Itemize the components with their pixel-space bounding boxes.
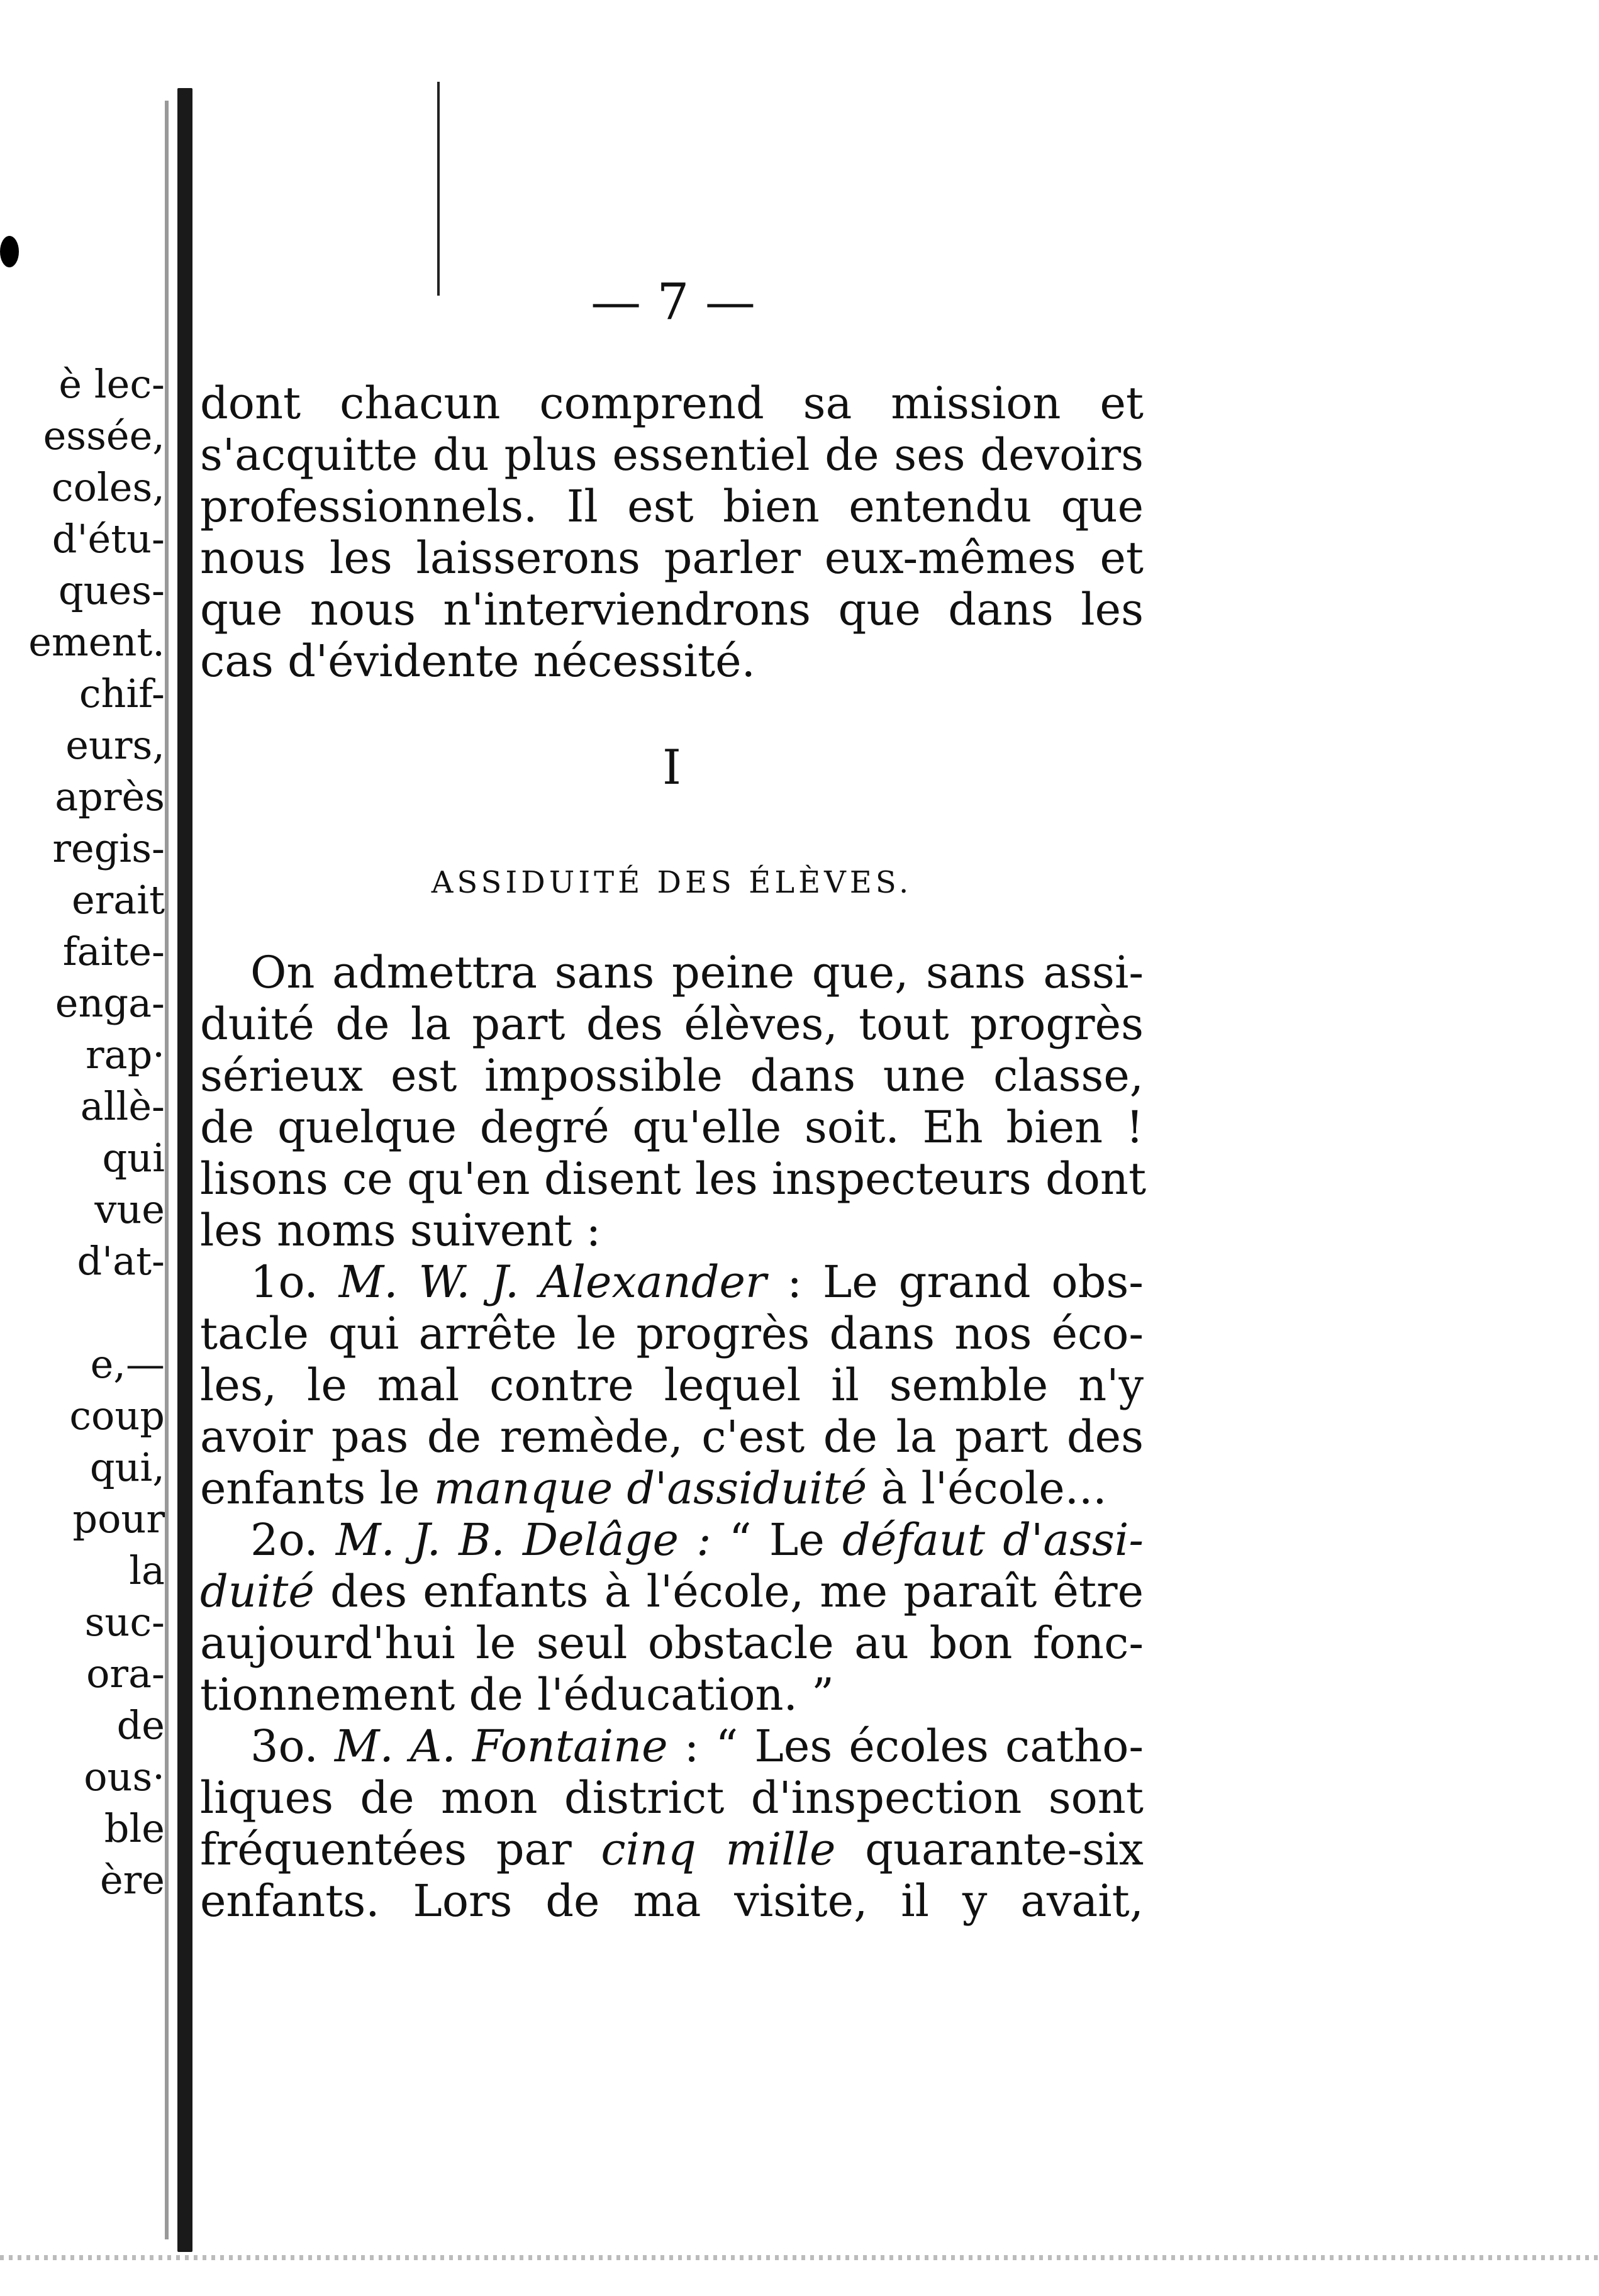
left-fragment: d'étu- bbox=[52, 516, 165, 562]
left-fragment: d'at- bbox=[77, 1238, 165, 1284]
left-fragment: e,— bbox=[90, 1341, 165, 1387]
ink-blot bbox=[0, 236, 19, 267]
left-fragment: ement. bbox=[28, 619, 165, 665]
left-fragment: eurs, bbox=[65, 722, 165, 768]
left-fragment: enga- bbox=[55, 980, 165, 1026]
intro-line: s'acquitte du plus essentiel de ses devoirs bbox=[200, 429, 1144, 481]
left-fragment: regis- bbox=[52, 825, 165, 871]
left-fragment: ère bbox=[99, 1857, 165, 1903]
intro-line: professionnels. Il est bien entendu que bbox=[200, 481, 1144, 532]
emphasis: manque d'assiduité bbox=[433, 1463, 867, 1514]
left-fragment: ora- bbox=[86, 1651, 165, 1697]
item-number: 3o. bbox=[250, 1720, 318, 1772]
para1-line: lisons ce qu'en disent les inspecteurs dont bbox=[200, 1153, 1147, 1205]
para1-line: de quelque degré qu'elle soit. Eh bien ! bbox=[200, 1101, 1144, 1153]
item-number: 1o. bbox=[250, 1256, 318, 1308]
binding-edge bbox=[177, 88, 192, 2252]
item-number: 2o. bbox=[250, 1514, 318, 1566]
left-fragment: rap· bbox=[86, 1032, 165, 1078]
left-fragment: qui bbox=[102, 1135, 165, 1181]
emphasis: duité bbox=[200, 1566, 315, 1617]
left-fragment: après bbox=[55, 774, 165, 820]
intro-line: cas d'évidente nécessité. bbox=[200, 635, 755, 687]
left-fragment: chif- bbox=[79, 671, 165, 716]
item-1: 1o. M. W. J. Alexander : Le grand obs- tacle qui arrête le progrès dans nos éco- les, le mal contre lequel il semble n'y avoir pas de remède, c'est de la part des bbox=[200, 1256, 1144, 1463]
para1-line: les noms suivent : bbox=[200, 1205, 601, 1256]
left-fragment: coup bbox=[69, 1393, 165, 1439]
intro-paragraph bbox=[200, 377, 1144, 687]
intro-line: nous les laisserons parler eux-mêmes et bbox=[200, 532, 1144, 584]
left-fragment: essée, bbox=[43, 413, 165, 459]
left-fragment: faite- bbox=[62, 928, 165, 974]
left-fragment: suc- bbox=[84, 1599, 165, 1645]
left-fragment: la bbox=[129, 1547, 165, 1593]
left-fragment: ous· bbox=[84, 1754, 165, 1800]
left-fragment: è lec- bbox=[58, 361, 165, 407]
page-number: — 7 — bbox=[591, 272, 755, 331]
left-fragment: coles, bbox=[51, 464, 165, 510]
emphasis: défaut d'assi- bbox=[842, 1514, 1144, 1566]
left-fragment: qui, bbox=[89, 1444, 165, 1490]
binding-shadow bbox=[165, 101, 169, 2239]
intro-line: que nous n'interviendrons que dans les bbox=[200, 584, 1144, 635]
para1-line: On admettra sans peine que, sans assi- bbox=[250, 947, 1144, 998]
para1-line: sérieux est impossible dans une classe, bbox=[200, 1050, 1144, 1101]
inspector-name: M. W. J. Alexander bbox=[338, 1256, 767, 1308]
left-fragment: erait bbox=[71, 877, 165, 923]
left-fragment bbox=[0, 1287, 165, 1339]
left-page-fragments bbox=[0, 359, 165, 1906]
bottom-page-edge bbox=[0, 2255, 1599, 2260]
item-3: 3o. M. A. Fontaine : “ Les écoles catho- liques de mon district d'inspection sont fréquentées par cinq mille quarante-six enfants. Lors de ma visite, il y avait, bbox=[200, 1720, 1144, 1927]
inspector-name: M. J. B. Delâge : bbox=[335, 1514, 711, 1566]
top-margin-mark bbox=[437, 82, 440, 296]
left-fragment: ques- bbox=[58, 567, 165, 613]
left-fragment: vue bbox=[94, 1186, 165, 1232]
left-fragment: allè- bbox=[80, 1083, 165, 1129]
section-title: ASSIDUITÉ DES ÉLÈVES. bbox=[431, 865, 913, 900]
para1-line: duité de la part des élèves, tout progrès bbox=[200, 998, 1144, 1050]
inspector-name: M. A. Fontaine bbox=[334, 1720, 668, 1772]
body-text: On admettra sans peine que, sans assi- duité de la part des élèves, tout progrès sérieux est impossible dans une classe, de quelque degré qu'elle soit. Eh bien ! lisons ce qu'en disent les inspecteurs dont les noms suivent : 1o. M. W. J. Alexander : Le grand obs- tacle qui arrête le progrès dans nos éco- les, le mal contre lequel il semble n'y avoir pas de remède, c'est de la part des enfants le manque d'assiduité à l'école... 2o. M. J. B. Delâge : “ Le défaut d'assi- duité des enfants à l'école, me paraît être aujourd'hui le seul obstacle au bon fonc- tionnement de l'éducation. ” 3o. M. A. Fontaine : “ Les écoles catho- liques de mon district d'inspection sont fréquentées par cinq mille quarante-six enfants. Lors de ma visite, il y avait, bbox=[200, 947, 1147, 1927]
emphasis: cinq mille bbox=[601, 1824, 836, 1875]
left-fragment: pour bbox=[72, 1496, 165, 1542]
item-2: 2o. M. J. B. Delâge : “ Le défaut d'assi- duité des enfants à l'école, me paraît être aujourd'hui le seul obstacle au bon fonc- bbox=[200, 1514, 1144, 1669]
left-fragment: de bbox=[116, 1702, 165, 1748]
intro-line: dont chacun comprend sa mission et bbox=[200, 377, 1144, 429]
section-number: I bbox=[662, 739, 682, 795]
left-fragment: ble bbox=[104, 1805, 165, 1851]
